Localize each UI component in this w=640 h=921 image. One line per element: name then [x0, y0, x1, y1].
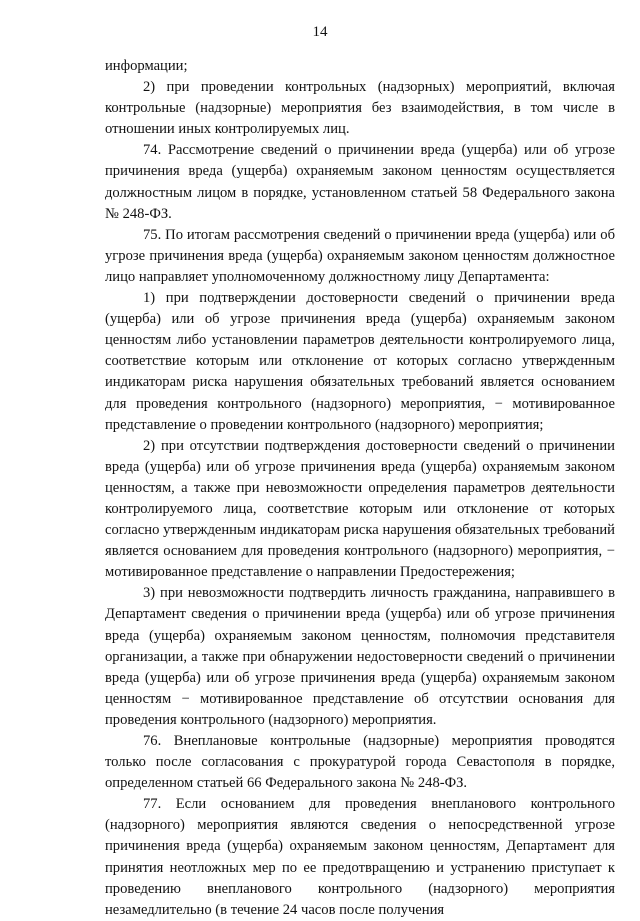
page-number: 14 [312, 24, 328, 40]
paragraph-continuation: информации; [105, 58, 188, 74]
paragraph-clause-75: 75. По итогам рассмотрения сведений о причинении вреда (ущерба) или об угрозе причинения вреда (ущерба) охраняемым законом ценностям должностное лицо направляет уполномоченному должностному лицу Департамента: [105, 226, 615, 285]
paragraph-clause-76: 76. Внеплановые контрольные (надзорные) мероприятия проводятся только после согласования с прокуратурой города Севастополя в порядке, определенном статьей 66 Федерального закона № 248-ФЗ. [105, 733, 615, 792]
paragraph-clause-74: 74. Рассмотрение сведений о причинении вреда (ущерба) или об угрозе причинения вреда (ущерба) охраняемым законом ценностям осуществляется должностным лицом в порядке, установленном статьей 58 Федерального закона № 248-ФЗ. [105, 142, 615, 222]
document-body [105, 56, 615, 921]
paragraph-clause-75-item-3: 3) при невозможности подтвердить личность гражданина, направившего в Департамент сведения о причинении вреда (ущерба) или об угрозе причинения вреда (ущерба) охраняемым законом ценностям, полномочия представителя организации, а также при обнаружении недостоверности сведений о причинении вреда (ущерба) или об угрозе причинения вреда (ущерба) охраняемым законом ценностям − мотивированное представление об отсутствии основания для проведения контрольного (надзорного) мероприятия. [105, 585, 615, 728]
paragraph-clause-75-item-1: 1) при подтверждении достоверности сведений о причинении вреда (ущерба) или об угрозе причинения вреда (ущерба) охраняемым законом ценностям либо установлении параметров деятельности контролируемого лица, соответствие которым или отклонение от которых согласно утвержденным индикаторам риска нарушения обязательных требований является основанием для проведения контрольного (надзорного) мероприятия, − мотивированное представление о проведении контрольного (надзорного) мероприятия; [105, 290, 615, 433]
paragraph-item-2: 2) при проведении контрольных (надзорных) мероприятий, включая контрольные (надзорные) мероприятия без взаимодействия, в том числе в отношении иных контролируемых лиц. [105, 79, 615, 138]
paragraph-clause-75-item-2: 2) при отсутствии подтверждения достоверности сведений о причинении вреда (ущерба) или об угрозе причинения вреда (ущерба) охраняемым законом ценностям, а также при невозможности определения параметров деятельности контролируемого лица, соответствие которым или отклонение от которых согласно утвержденным индикаторам риска нарушения обязательных требований является основанием для проведения контрольного (надзорного) мероприятия, − мотивированное представление о направлении Предостережения; [105, 437, 615, 581]
paragraph-clause-77: 77. Если основанием для проведения внепланового контрольного (надзорного) мероприятия являются сведения о непосредственной угрозе причинения вреда (ущерба) охраняемым законом ценностям, Департамент для принятия неотложных мер по ее предотвращению и устранению приступает к проведению внепланового контрольного (надзорного) мероприятия незамедлительно (в течение 24 часов после получения [105, 796, 615, 918]
